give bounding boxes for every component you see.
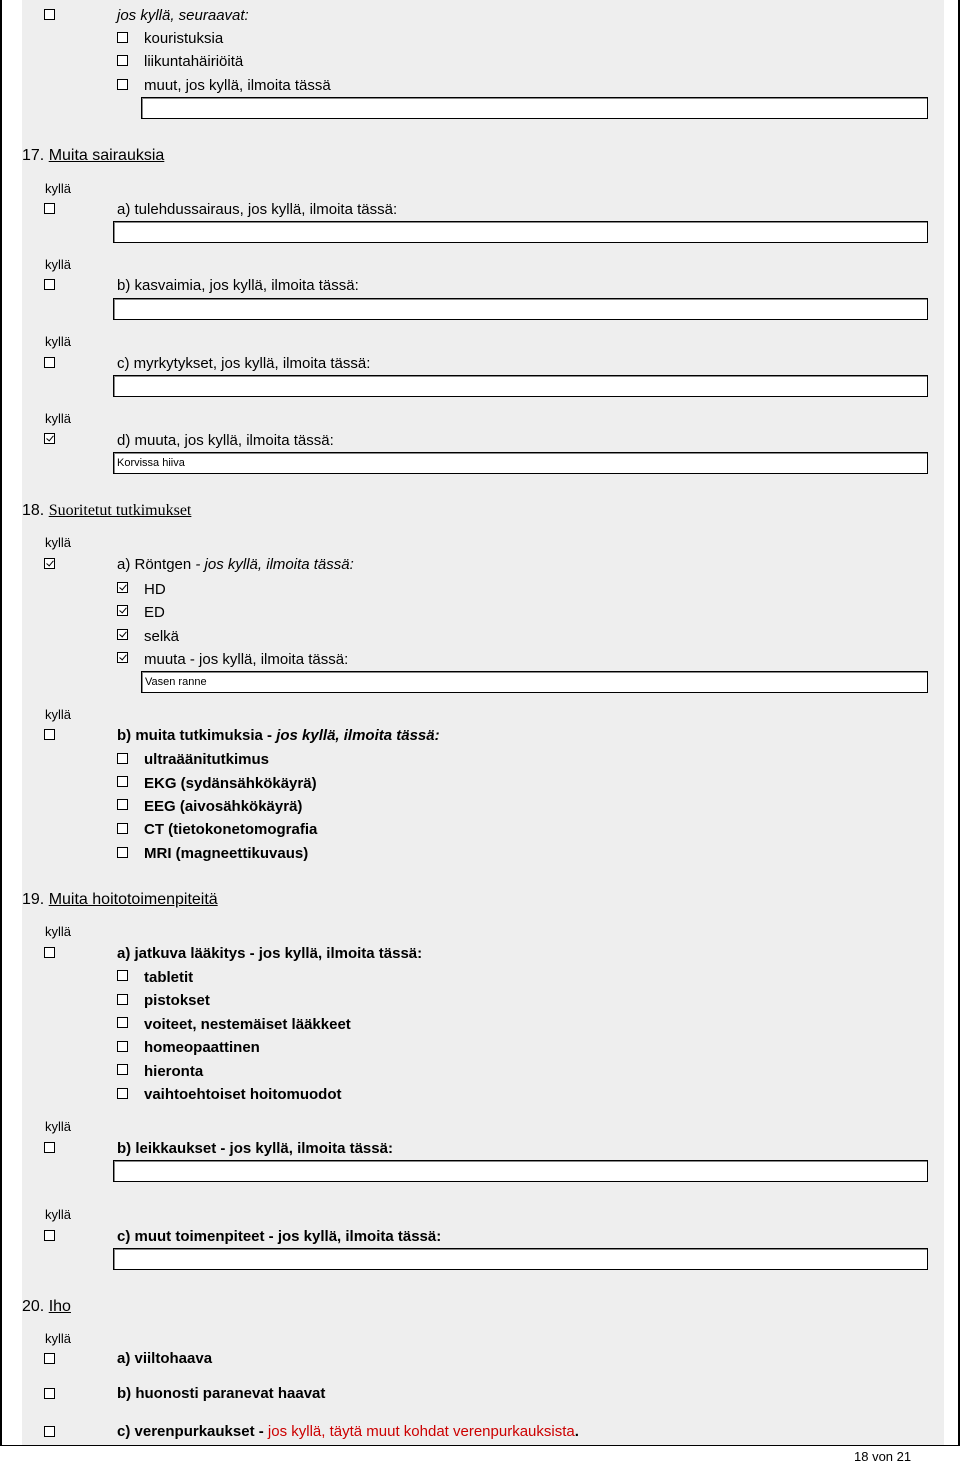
xray-title: a) Röntgen (117, 556, 192, 573)
text-field-19c[interactable] (113, 1248, 928, 1270)
checkbox-20b[interactable] (44, 1388, 55, 1399)
checkbox-ultraaani[interactable] (117, 753, 128, 764)
checkbox-19b[interactable] (44, 1142, 55, 1153)
option-label: MRI (magneettikuvaus) (144, 845, 309, 862)
checkbox-18a-checked[interactable] (44, 558, 55, 569)
checkbox-top[interactable] (44, 9, 55, 20)
section-18-heading (22, 502, 191, 520)
yes-label: kyllä (45, 1331, 72, 1346)
option-label: kouristuksia (144, 30, 224, 47)
yes-label: kyllä (45, 334, 72, 349)
section-title: Iho (48, 1298, 71, 1315)
text-field-17a[interactable] (113, 221, 928, 243)
page-border-left (0, 0, 2, 1445)
bleeding-end: . (574, 1423, 579, 1440)
bleeding-label (117, 1423, 579, 1441)
section-17-heading (22, 147, 164, 165)
section-19-heading (22, 891, 218, 909)
checkbox-17b[interactable] (44, 279, 55, 290)
option-label: HD (144, 581, 166, 598)
yes-label: kyllä (45, 181, 72, 196)
question-label: b) kasvaimia, jos kyllä, ilmoita tässä: (117, 277, 359, 294)
option-label: muuta - jos kyllä, ilmoita tässä: (144, 651, 349, 668)
yes-label: kyllä (45, 535, 72, 550)
checkbox-hieronta[interactable] (117, 1064, 128, 1075)
option-label: ultraäänitutkimus (144, 751, 270, 768)
checkbox-17d-checked[interactable] (44, 433, 55, 444)
section-number: 17. (22, 147, 45, 164)
checkbox-muut[interactable] (117, 79, 128, 90)
section-number: 19. (22, 891, 45, 908)
checkbox-vaihtoehtoiset[interactable] (117, 1088, 128, 1099)
option-label: pistokset (144, 992, 210, 1009)
question-label: b) leikkaukset - jos kyllä, ilmoita tässä: (117, 1140, 393, 1157)
section-number: 20. (22, 1298, 45, 1315)
checkbox-17a[interactable] (44, 203, 55, 214)
yes-label: kyllä (45, 924, 72, 939)
other-tests-label (117, 727, 440, 745)
text-field-17b[interactable] (113, 298, 928, 320)
section-title: Muita sairauksia (48, 147, 165, 164)
yes-label: kyllä (45, 1119, 72, 1134)
checkbox-homeopaattinen[interactable] (117, 1041, 128, 1052)
option-label: voiteet, nestemäiset lääkkeet (144, 1016, 351, 1033)
checkbox-ct[interactable] (117, 823, 128, 834)
other-tests-suffix: jos kyllä, ilmoita tässä: (276, 727, 440, 744)
yes-label: kyllä (45, 411, 72, 426)
page-border-bottom (0, 1445, 960, 1446)
option-label: muut, jos kyllä, ilmoita tässä (144, 77, 331, 94)
xray-label (117, 556, 354, 574)
checkbox-pistokset[interactable] (117, 994, 128, 1005)
checkbox-20c[interactable] (44, 1426, 55, 1437)
bleeding-note: jos kyllä, täytä muut kohdat verenpurkauksista (267, 1423, 575, 1440)
xray-suffix: - jos kyllä, ilmoita tässä: (195, 556, 354, 573)
checkbox-hd-checked[interactable] (117, 582, 128, 593)
option-label: EKG (sydänsähkökäyrä) (144, 775, 317, 792)
option-label: vaihtoehtoiset hoitomuodot (144, 1086, 342, 1103)
option-label: ED (144, 604, 165, 621)
bleeding-title: c) verenpurkaukset - (117, 1423, 264, 1440)
checkbox-liikuntahairioita[interactable] (117, 55, 128, 66)
section-number: 18. (22, 502, 45, 519)
option-label: CT (tietokonetomografia (144, 821, 318, 838)
section-title: Muita hoitotoimenpiteitä (48, 891, 218, 908)
question-label: c) myrkytykset, jos kyllä, ilmoita tässä: (117, 355, 371, 372)
checkbox-mri[interactable] (117, 847, 128, 858)
checkbox-voiteet[interactable] (117, 1017, 128, 1028)
question-label: d) muuta, jos kyllä, ilmoita tässä: (117, 432, 334, 449)
page-number: 18 von 21 (854, 1449, 912, 1464)
yes-label: kyllä (45, 257, 72, 272)
checkbox-ed-checked[interactable] (117, 605, 128, 616)
text-field-17d[interactable]: Korvissa hiiva (113, 452, 928, 474)
text-field-top-muut[interactable] (141, 97, 928, 119)
checkbox-muuta-checked[interactable] (117, 652, 128, 663)
checkbox-19c[interactable] (44, 1230, 55, 1241)
checkbox-kouristuksia[interactable] (117, 32, 128, 43)
other-tests-title: b) muita tutkimuksia - (117, 727, 273, 744)
section-title: Suoritetut tutkimukset (48, 502, 192, 519)
option-label: hieronta (144, 1063, 204, 1080)
yes-label: kyllä (45, 707, 72, 722)
option-label: EEG (aivosähkökäyrä) (144, 798, 303, 815)
question-label: a) tulehdussairaus, jos kyllä, ilmoita tässä: (117, 201, 398, 218)
section-20-heading (22, 1298, 71, 1316)
option-label: tabletit (144, 969, 194, 986)
text-field-17c[interactable] (113, 375, 928, 397)
text-field-18a-muuta[interactable]: Vasen ranne (141, 671, 928, 693)
question-label: c) muut toimenpiteet - jos kyllä, ilmoita tässä: (117, 1228, 442, 1245)
question-label: a) viiltohaava (117, 1350, 213, 1367)
top-block-title: jos kyllä, seuraavat: (117, 7, 249, 24)
text-field-19b[interactable] (113, 1160, 928, 1182)
checkbox-eeg[interactable] (117, 799, 128, 810)
checkbox-17c[interactable] (44, 357, 55, 368)
checkbox-ekg[interactable] (117, 776, 128, 787)
checkbox-19a[interactable] (44, 947, 55, 958)
checkbox-18b[interactable] (44, 729, 55, 740)
option-label: liikuntahäiriöitä (144, 53, 244, 70)
option-label: homeopaattinen (144, 1039, 260, 1056)
question-label: a) jatkuva lääkitys - jos kyllä, ilmoita tässä: (117, 945, 423, 962)
checkbox-tabletit[interactable] (117, 970, 128, 981)
option-label: selkä (144, 628, 180, 645)
question-label: b) huonosti paranevat haavat (117, 1385, 326, 1402)
checkbox-selka-checked[interactable] (117, 629, 128, 640)
checkbox-20a[interactable] (44, 1353, 55, 1364)
yes-label: kyllä (45, 1207, 72, 1222)
